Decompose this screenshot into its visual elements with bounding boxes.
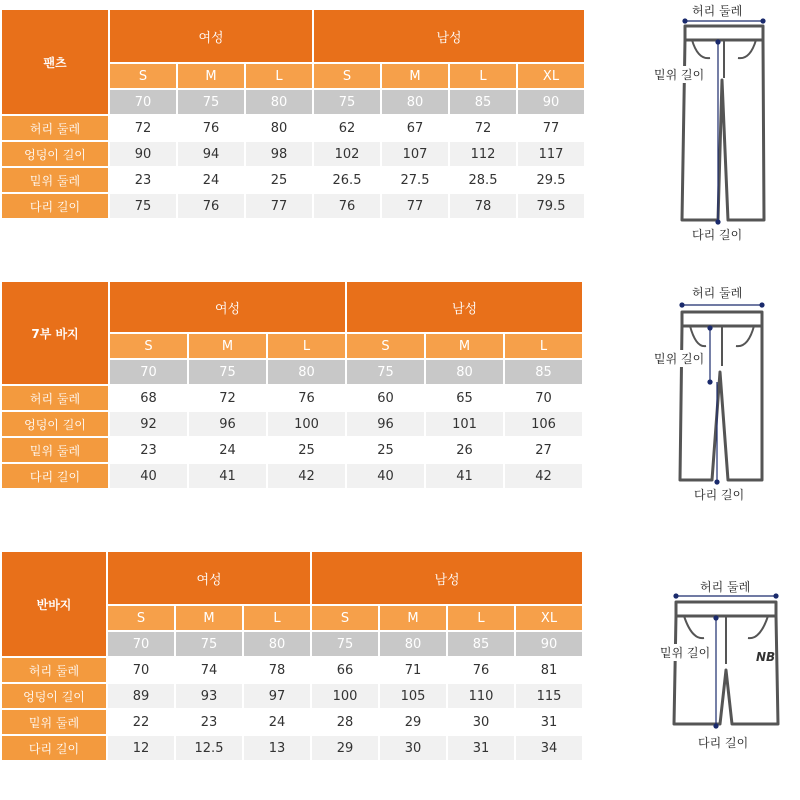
num-cell: 85 (450, 90, 516, 114)
value-cell: 31 (540, 714, 558, 730)
value-cell: 105 (380, 684, 446, 708)
value-cell: 40 (347, 464, 424, 488)
size-cell: M (426, 334, 503, 358)
waist-label: 허리 둘레 (692, 4, 743, 18)
value-cell: 41 (426, 464, 503, 488)
value-cell: 80 (270, 120, 288, 136)
women-header: 여성 (108, 552, 310, 604)
table-title: 7부 바지 (2, 282, 108, 384)
num-cell: 75 (189, 360, 266, 384)
size-cell: M (178, 64, 244, 88)
row-label: 밑위 둘레 (2, 710, 106, 734)
row-label: 다리 길이 (2, 736, 106, 760)
value-cell: 25 (298, 442, 315, 458)
value-cell: 12 (108, 736, 174, 760)
row-label: 다리 길이 (2, 464, 108, 488)
leg-length-label: 다리 길이 (692, 228, 743, 242)
rise-label: 밑위 길이 (660, 646, 711, 660)
value-cell: 117 (518, 142, 584, 166)
men-header: 남성 (312, 552, 582, 604)
size-cell: S (347, 334, 424, 358)
value-cell: 112 (450, 142, 516, 166)
table-title: 반바지 (2, 552, 106, 656)
table-row (2, 194, 584, 218)
men-header: 남성 (314, 10, 584, 62)
size-cell: M (176, 606, 242, 630)
size-cell: L (246, 64, 312, 88)
value-cell: 60 (377, 390, 394, 406)
waist-label: 허리 둘레 (700, 580, 751, 594)
size-table-pants (0, 8, 586, 220)
size-cell: L (448, 606, 514, 630)
table-row (2, 142, 584, 166)
value-cell: 23 (134, 172, 152, 188)
num-cell: 80 (380, 632, 446, 656)
table-title: 팬츠 (2, 10, 108, 114)
size-cell: L (505, 334, 582, 358)
value-cell: 23 (200, 714, 218, 730)
women-header: 여성 (110, 282, 345, 332)
value-cell: 30 (472, 714, 490, 730)
value-cell: 115 (516, 684, 582, 708)
value-cell: 28 (336, 714, 354, 730)
size-cell: S (314, 64, 380, 88)
value-cell: 102 (314, 142, 380, 166)
value-cell: 75 (110, 194, 176, 218)
waist-label: 허리 둘레 (692, 286, 743, 300)
size-cell: XL (518, 64, 584, 88)
row-label: 밑위 둘레 (2, 438, 108, 462)
table-row (2, 412, 582, 436)
value-cell: 62 (338, 120, 356, 136)
size-cell: S (108, 606, 174, 630)
value-cell: 93 (176, 684, 242, 708)
value-cell: 77 (542, 120, 560, 136)
num-cell: 75 (314, 90, 380, 114)
value-cell: 98 (246, 142, 312, 166)
value-cell: 94 (178, 142, 244, 166)
table-row (2, 684, 582, 708)
value-cell: 22 (132, 714, 150, 730)
value-cell: 29 (312, 736, 378, 760)
value-cell: 68 (140, 390, 157, 406)
value-cell: 25 (270, 172, 288, 188)
rise-label: 밑위 길이 (654, 68, 705, 82)
num-cell: 80 (268, 360, 345, 384)
value-cell: 30 (380, 736, 446, 760)
value-cell: 23 (140, 442, 157, 458)
leg-length-label: 다리 길이 (694, 488, 745, 502)
value-cell: 100 (312, 684, 378, 708)
shorts-icon (640, 574, 800, 754)
table-row (2, 438, 582, 462)
size-cell: S (312, 606, 378, 630)
table-row (2, 736, 582, 760)
leg-length-label: 다리 길이 (698, 736, 749, 750)
women-header: 여성 (110, 10, 312, 62)
value-cell: 24 (202, 172, 220, 188)
num-cell: 75 (312, 632, 378, 656)
value-cell: 78 (268, 662, 286, 678)
num-cell: 85 (505, 360, 582, 384)
value-cell: 72 (219, 390, 236, 406)
value-cell: 90 (110, 142, 176, 166)
num-cell: 80 (246, 90, 312, 114)
value-cell: 40 (110, 464, 187, 488)
size-table-shorts (0, 550, 584, 762)
nb-logo: NB (756, 650, 776, 664)
cropped-pants-measurement-figure (640, 282, 800, 512)
value-cell: 67 (406, 120, 424, 136)
size-cell: L (450, 64, 516, 88)
value-cell: 100 (268, 412, 345, 436)
value-cell: 76 (202, 120, 220, 136)
table-row (2, 386, 582, 410)
value-cell: 101 (426, 412, 503, 436)
value-cell: 66 (336, 662, 354, 678)
value-cell: 106 (505, 412, 582, 436)
value-cell: 77 (382, 194, 448, 218)
table-row (2, 710, 582, 734)
rise-label: 밑위 길이 (654, 352, 705, 366)
size-cell: M (382, 64, 448, 88)
value-cell: 81 (540, 662, 558, 678)
num-cell: 80 (244, 632, 310, 656)
long-pants-icon (640, 0, 800, 250)
pants-measurement-figure (640, 0, 800, 250)
value-cell: 12.5 (176, 736, 242, 760)
num-cell: 70 (108, 632, 174, 656)
size-cell: S (110, 334, 187, 358)
value-cell: 34 (516, 736, 582, 760)
value-cell: 42 (505, 464, 582, 488)
men-header: 남성 (347, 282, 582, 332)
value-cell: 77 (246, 194, 312, 218)
value-cell: 29 (404, 714, 422, 730)
row-label: 엉덩이 길이 (2, 684, 106, 708)
value-cell: 76 (472, 662, 490, 678)
size-table-cropped-pants (0, 280, 584, 490)
value-cell: 107 (382, 142, 448, 166)
table-row (2, 116, 584, 140)
value-cell: 31 (448, 736, 514, 760)
num-cell: 90 (518, 90, 584, 114)
value-cell: 89 (108, 684, 174, 708)
row-label: 허리 둘레 (2, 116, 108, 140)
num-cell: 80 (426, 360, 503, 384)
value-cell: 78 (450, 194, 516, 218)
value-cell: 110 (448, 684, 514, 708)
table-row (2, 658, 582, 682)
row-label: 다리 길이 (2, 194, 108, 218)
num-cell: 80 (382, 90, 448, 114)
value-cell: 41 (189, 464, 266, 488)
value-cell: 70 (535, 390, 552, 406)
shorts-measurement-figure (640, 574, 800, 754)
cropped-pants-icon (640, 282, 800, 512)
value-cell: 42 (268, 464, 345, 488)
value-cell: 24 (268, 714, 286, 730)
row-label: 허리 둘레 (2, 658, 106, 682)
row-label: 엉덩이 길이 (2, 412, 108, 436)
value-cell: 65 (456, 390, 473, 406)
value-cell: 96 (189, 412, 266, 436)
value-cell: 79.5 (518, 194, 584, 218)
value-cell: 71 (404, 662, 422, 678)
value-cell: 92 (110, 412, 187, 436)
value-cell: 13 (244, 736, 310, 760)
num-cell: 70 (110, 90, 176, 114)
value-cell: 76 (178, 194, 244, 218)
value-cell: 97 (244, 684, 310, 708)
value-cell: 76 (298, 390, 315, 406)
size-cell: L (268, 334, 345, 358)
value-cell: 24 (219, 442, 236, 458)
value-cell: 27 (535, 442, 552, 458)
size-cell: M (189, 334, 266, 358)
value-cell: 27.5 (400, 172, 430, 188)
value-cell: 72 (134, 120, 152, 136)
value-cell: 72 (474, 120, 492, 136)
value-cell: 26 (456, 442, 473, 458)
value-cell: 96 (347, 412, 424, 436)
value-cell: 28.5 (468, 172, 498, 188)
num-cell: 90 (516, 632, 582, 656)
num-cell: 75 (347, 360, 424, 384)
num-cell: 75 (176, 632, 242, 656)
table-row (2, 464, 582, 488)
size-cell: XL (516, 606, 582, 630)
value-cell: 25 (377, 442, 394, 458)
size-cell: L (244, 606, 310, 630)
value-cell: 29.5 (536, 172, 566, 188)
row-label: 밑위 둘레 (2, 168, 108, 192)
row-label: 허리 둘레 (2, 386, 108, 410)
value-cell: 74 (200, 662, 218, 678)
value-cell: 76 (314, 194, 380, 218)
num-cell: 70 (110, 360, 187, 384)
size-cell: S (110, 64, 176, 88)
num-cell: 75 (178, 90, 244, 114)
num-cell: 85 (448, 632, 514, 656)
table-row (2, 168, 584, 192)
row-label: 엉덩이 길이 (2, 142, 108, 166)
value-cell: 70 (132, 662, 150, 678)
value-cell: 26.5 (332, 172, 362, 188)
size-cell: M (380, 606, 446, 630)
